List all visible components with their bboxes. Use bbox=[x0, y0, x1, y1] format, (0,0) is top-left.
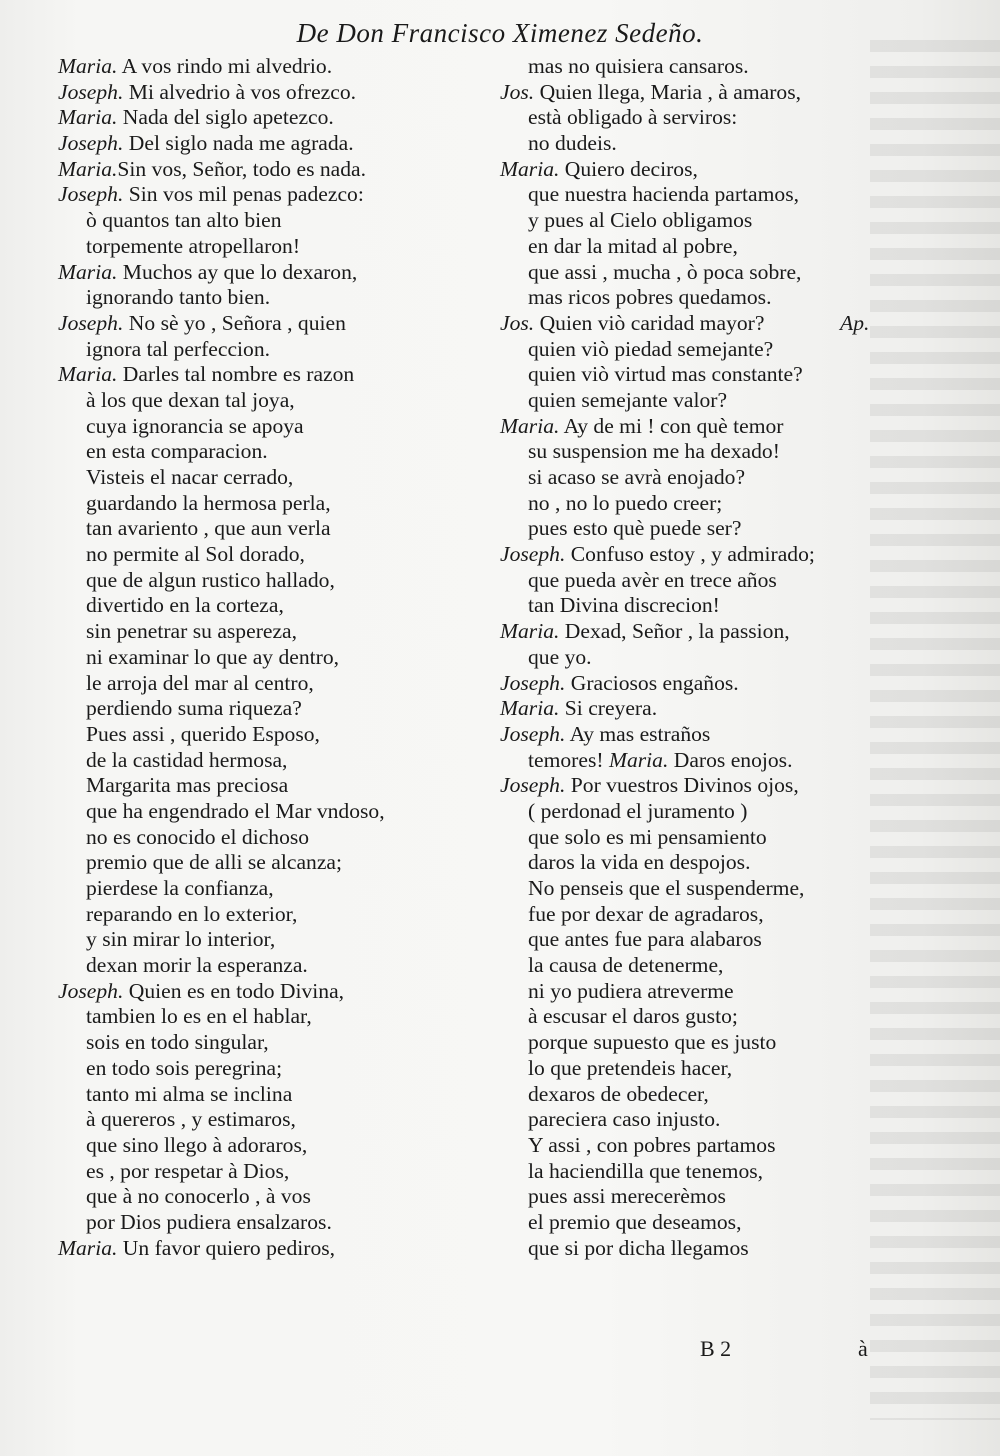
verse-line bbox=[500, 1107, 880, 1133]
verse-line bbox=[500, 105, 880, 131]
verse-line bbox=[58, 311, 438, 337]
verse-line bbox=[500, 80, 880, 106]
verse-text: no permite al Sol dorado, bbox=[86, 542, 305, 567]
verse-line bbox=[58, 979, 438, 1005]
verse-line bbox=[500, 439, 880, 465]
verse-line bbox=[500, 182, 880, 208]
verse-text: ignora tal perfeccion. bbox=[86, 336, 271, 361]
verse-line bbox=[500, 337, 880, 363]
verse-text: tambien lo es en el hablar, bbox=[86, 1004, 312, 1029]
speaker-name: Joseph. bbox=[58, 131, 124, 156]
verse-line bbox=[500, 748, 880, 774]
verse-line bbox=[58, 439, 438, 465]
verse-line bbox=[58, 491, 438, 517]
verse-text: No penseis que el suspenderme, bbox=[528, 876, 805, 900]
verse-line bbox=[500, 1210, 880, 1236]
verse-text: temores! bbox=[528, 747, 609, 772]
speaker-name: Joseph. bbox=[58, 79, 124, 104]
verse-text: Confuso estoy , y admirado; bbox=[565, 542, 815, 567]
aside-marker: Ap. bbox=[840, 310, 870, 335]
verse-line bbox=[58, 799, 438, 825]
verse-line bbox=[500, 645, 880, 671]
verse-text: que sino llego à adoraros, bbox=[86, 1132, 308, 1157]
verse-text: que de algun rustico hallado, bbox=[86, 567, 335, 592]
verse-line bbox=[58, 80, 438, 106]
verse-line bbox=[58, 1030, 438, 1056]
verse-line bbox=[58, 696, 438, 722]
verse-line bbox=[58, 516, 438, 542]
verse-text: el premio que deseamos, bbox=[528, 1209, 742, 1234]
verse-text: tanto mi alma se inclina bbox=[86, 1081, 293, 1106]
verse-text: si acaso se avrà enojado? bbox=[528, 465, 746, 489]
verse-text: Daros enojos. bbox=[668, 747, 793, 772]
verse-line bbox=[58, 388, 438, 414]
left-column bbox=[58, 54, 438, 1261]
verse-line bbox=[58, 1133, 438, 1159]
verse-text: su suspension me ha dexado! bbox=[528, 439, 780, 464]
verse-text: y pues al Cielo obligamos bbox=[528, 208, 753, 233]
verse-text: guardando la hermosa perla, bbox=[86, 490, 331, 515]
speaker-name: Jos. bbox=[500, 310, 535, 335]
speaker-name: Joseph. bbox=[500, 721, 566, 746]
verse-text: sin penetrar su aspereza, bbox=[86, 619, 298, 644]
verse-text: à escusar el daros gusto; bbox=[528, 1004, 738, 1029]
verse-text: la causa de detenerme, bbox=[528, 953, 724, 978]
verse-line bbox=[58, 902, 438, 928]
verse-text: Graciosos engaños. bbox=[565, 670, 739, 695]
speaker-name: Joseph. bbox=[58, 310, 124, 335]
verse-line bbox=[58, 285, 438, 311]
verse-text: pierdese la confianza, bbox=[86, 876, 274, 900]
speaker-name: Maria. bbox=[58, 54, 118, 78]
verse-line bbox=[58, 953, 438, 979]
verse-line bbox=[500, 876, 880, 902]
verse-line bbox=[500, 208, 880, 234]
verse-text: es , por respetar à Dios, bbox=[86, 1158, 290, 1183]
verse-line bbox=[500, 825, 880, 851]
verse-line bbox=[500, 465, 880, 491]
verse-text: Margarita mas preciosa bbox=[86, 773, 289, 798]
verse-text: que solo es mi pensamiento bbox=[528, 824, 767, 849]
verse-text: lo que pretendeis hacer, bbox=[528, 1055, 733, 1080]
verse-text: ( perdonad el juramento ) bbox=[528, 798, 748, 823]
verse-line bbox=[58, 260, 438, 286]
verse-line bbox=[58, 825, 438, 851]
verse-text: que ha engendrado el Mar vndoso, bbox=[86, 798, 385, 823]
verse-line bbox=[58, 593, 438, 619]
speaker-name: Maria. bbox=[500, 413, 560, 438]
verse-line bbox=[58, 748, 438, 774]
verse-text: tan Divina discrecion! bbox=[528, 593, 720, 618]
catchword: à bbox=[858, 1336, 868, 1361]
verse-line bbox=[500, 311, 880, 337]
verse-line bbox=[500, 1030, 880, 1056]
speaker-name: Maria. bbox=[500, 696, 560, 721]
verse-line bbox=[500, 54, 880, 80]
verse-line bbox=[500, 1159, 880, 1185]
verse-text: Por vuestros Divinos ojos, bbox=[565, 773, 799, 798]
speaker-name: Maria. bbox=[58, 1235, 118, 1260]
verse-line bbox=[500, 285, 880, 311]
verse-text: està obligado à serviros: bbox=[528, 105, 738, 130]
verse-line bbox=[500, 696, 880, 722]
verse-text: Darles tal nombre es razon bbox=[117, 362, 355, 387]
verse-text: Nada del siglo apetezco. bbox=[117, 105, 334, 130]
verse-text: sois en todo singular, bbox=[86, 1030, 269, 1055]
verse-text: que yo. bbox=[528, 644, 592, 669]
right-column bbox=[500, 54, 880, 1261]
verse-text: ni examinar lo que ay dentro, bbox=[86, 644, 340, 669]
verse-line bbox=[58, 876, 438, 902]
verse-line bbox=[500, 1056, 880, 1082]
verse-text: quien viò piedad semejante? bbox=[528, 336, 774, 361]
verse-line bbox=[58, 131, 438, 157]
verse-line bbox=[58, 850, 438, 876]
verse-line bbox=[58, 671, 438, 697]
verse-text: quien semejante valor? bbox=[528, 387, 728, 412]
verse-text: dexan morir la esperanza. bbox=[86, 953, 308, 978]
verse-line bbox=[500, 902, 880, 928]
verse-line bbox=[500, 773, 880, 799]
verse-text: Del siglo nada me agrada. bbox=[123, 131, 354, 156]
verse-line bbox=[500, 953, 880, 979]
verse-line bbox=[500, 1184, 880, 1210]
verse-line bbox=[500, 979, 880, 1005]
verse-line bbox=[58, 208, 438, 234]
verse-text: porque supuesto que es justo bbox=[528, 1030, 777, 1055]
verse-text: divertido en la corteza, bbox=[86, 593, 284, 618]
verse-text: Sin vos, Señor, todo es nada. bbox=[117, 156, 367, 181]
speaker-name: Joseph. bbox=[58, 182, 124, 207]
verse-text: que assi , mucha , ò poca sobre, bbox=[528, 259, 802, 284]
verse-line bbox=[500, 1133, 880, 1159]
verse-text: Visteis el nacar cerrado, bbox=[86, 465, 294, 489]
verse-line bbox=[500, 388, 880, 414]
verse-text: no , no lo puedo creer; bbox=[528, 490, 723, 515]
verse-text: que si por dicha llegamos bbox=[528, 1235, 749, 1260]
verse-line bbox=[58, 619, 438, 645]
verse-text: que antes fue para alabaros bbox=[528, 927, 762, 952]
signature-mark: B 2 bbox=[700, 1336, 732, 1361]
verse-text: que à no conocerlo , à vos bbox=[86, 1184, 311, 1209]
verse-text: ni yo pudiera atreverme bbox=[528, 978, 734, 1003]
verse-text: de la castidad hermosa, bbox=[86, 747, 288, 772]
verse-line bbox=[500, 542, 880, 568]
speaker-name: Joseph. bbox=[58, 978, 124, 1003]
verse-text: Quiero deciros, bbox=[559, 156, 698, 181]
verse-line bbox=[58, 1082, 438, 1108]
verse-line bbox=[58, 337, 438, 363]
verse-text: Pues assi , querido Esposo, bbox=[86, 721, 320, 746]
speaker-name: Maria. bbox=[58, 105, 118, 130]
verse-text: Un favor quiero pediros, bbox=[117, 1235, 336, 1260]
verse-text: Si creyera. bbox=[559, 696, 658, 721]
speaker-name: Maria. bbox=[58, 259, 118, 284]
verse-text: en esta comparacion. bbox=[86, 439, 268, 464]
verse-text: le arroja del mar al centro, bbox=[86, 670, 314, 695]
verse-text: perdiendo suma riqueza? bbox=[86, 696, 302, 721]
verse-line bbox=[500, 671, 880, 697]
verse-text: en todo sois peregrina; bbox=[86, 1055, 283, 1080]
verse-line bbox=[58, 1159, 438, 1185]
verse-line bbox=[500, 157, 880, 183]
verse-text: Dexad, Señor , la passion, bbox=[559, 619, 790, 644]
verse-line bbox=[500, 722, 880, 748]
verse-text: pues esto què puede ser? bbox=[528, 516, 742, 541]
verse-text: la haciendilla que tenemos, bbox=[528, 1158, 764, 1183]
verse-line bbox=[58, 927, 438, 953]
verse-text: que pueda avèr en trece años bbox=[528, 567, 777, 592]
verse-line bbox=[58, 182, 438, 208]
verse-text: no es conocido el dichoso bbox=[86, 824, 310, 849]
verse-text: torpemente atropellaron! bbox=[86, 233, 301, 258]
verse-text: por Dios pudiera ensalzaros. bbox=[86, 1209, 332, 1234]
verse-line bbox=[58, 1236, 438, 1262]
verse-line bbox=[500, 927, 880, 953]
verse-text: mas ricos pobres quedamos. bbox=[528, 285, 772, 310]
speaker-name: Maria. bbox=[608, 747, 669, 772]
verse-line bbox=[500, 1082, 880, 1108]
verse-text: Ay de mi ! con què temor bbox=[559, 413, 784, 438]
verse-text: Quien es en todo Divina, bbox=[123, 978, 345, 1003]
verse-line bbox=[500, 491, 880, 517]
verse-text: ò quantos tan alto bien bbox=[86, 208, 282, 233]
verse-text: A vos rindo mi alvedrio. bbox=[117, 54, 333, 78]
verse-line bbox=[58, 1107, 438, 1133]
verse-text: Sin vos mil penas padezco: bbox=[123, 182, 364, 207]
verse-text: Y assi , con pobres partamos bbox=[528, 1132, 776, 1157]
speaker-name: Maria. bbox=[58, 362, 118, 387]
verse-line bbox=[500, 1236, 880, 1262]
verse-line bbox=[58, 1056, 438, 1082]
verse-line bbox=[500, 593, 880, 619]
verse-line bbox=[58, 157, 438, 183]
verse-line bbox=[500, 234, 880, 260]
verse-text: à los que dexan tal joya, bbox=[86, 387, 295, 412]
speaker-name: Maria. bbox=[58, 156, 118, 181]
verse-line bbox=[58, 1210, 438, 1236]
verse-text: Muchos ay que lo dexaron, bbox=[117, 259, 358, 284]
speaker-name: Joseph. bbox=[500, 670, 566, 695]
verse-text: Ay mas estraños bbox=[565, 721, 711, 746]
speaker-name: Maria. bbox=[500, 156, 560, 181]
verse-text: dexaros de obedecer, bbox=[528, 1081, 709, 1106]
verse-line bbox=[58, 465, 438, 491]
verse-text: daros la vida en despojos. bbox=[528, 850, 751, 875]
verse-text: pareciera caso injusto. bbox=[528, 1107, 721, 1132]
show-through-text bbox=[870, 40, 1000, 1420]
verse-line bbox=[58, 362, 438, 388]
verse-text: tan avariento , que aun verla bbox=[86, 516, 331, 541]
speaker-name: Joseph. bbox=[500, 542, 566, 567]
verse-text: No sè yo , Señora , quien bbox=[123, 310, 346, 335]
verse-line bbox=[500, 362, 880, 388]
verse-text: ignorando tanto bien. bbox=[86, 285, 271, 310]
verse-line bbox=[500, 799, 880, 825]
verse-text: Quien viò caridad mayor? bbox=[534, 310, 765, 335]
verse-line bbox=[58, 234, 438, 260]
verse-line bbox=[500, 568, 880, 594]
verse-text: quien viò virtud mas constante? bbox=[528, 362, 803, 387]
verse-text: cuya ignorancia se apoya bbox=[86, 413, 304, 438]
verse-text: en dar la mitad al pobre, bbox=[528, 233, 738, 258]
verse-text: reparando en lo exterior, bbox=[86, 901, 298, 926]
verse-line bbox=[500, 850, 880, 876]
verse-text: mas no quisiera cansaros. bbox=[528, 54, 749, 78]
verse-line bbox=[58, 773, 438, 799]
verse-text: Mi alvedrio à vos ofrezco. bbox=[123, 79, 357, 104]
verse-line bbox=[58, 414, 438, 440]
speaker-name: Joseph. bbox=[500, 773, 566, 798]
speaker-name: Jos. bbox=[500, 79, 535, 104]
running-title: De Don Francisco Ximenez Sedeño. bbox=[296, 18, 704, 48]
verse-line bbox=[58, 722, 438, 748]
verse-text: premio que de alli se alcanza; bbox=[86, 850, 343, 875]
verse-line bbox=[58, 54, 438, 80]
verse-line bbox=[500, 1004, 880, 1030]
verse-text: y sin mirar lo interior, bbox=[86, 927, 276, 952]
verse-line bbox=[58, 645, 438, 671]
verse-text: pues assi merecerèmos bbox=[528, 1184, 726, 1209]
verse-text: à quereros , y estimaros, bbox=[86, 1107, 296, 1132]
speaker-name: Maria. bbox=[500, 619, 560, 644]
verse-line bbox=[500, 131, 880, 157]
verse-line bbox=[500, 516, 880, 542]
verse-text: Quien llega, Maria , à amaros, bbox=[534, 79, 802, 104]
verse-line bbox=[58, 105, 438, 131]
verse-line bbox=[500, 619, 880, 645]
verse-text: que nuestra hacienda partamos, bbox=[528, 182, 800, 207]
verse-text: fue por dexar de agradaros, bbox=[528, 901, 764, 926]
verse-line bbox=[500, 260, 880, 286]
verse-text: no dudeis. bbox=[528, 131, 617, 156]
verse-line bbox=[58, 1004, 438, 1030]
verse-line bbox=[58, 1184, 438, 1210]
verse-line bbox=[58, 568, 438, 594]
verse-line bbox=[58, 542, 438, 568]
verse-line bbox=[500, 414, 880, 440]
